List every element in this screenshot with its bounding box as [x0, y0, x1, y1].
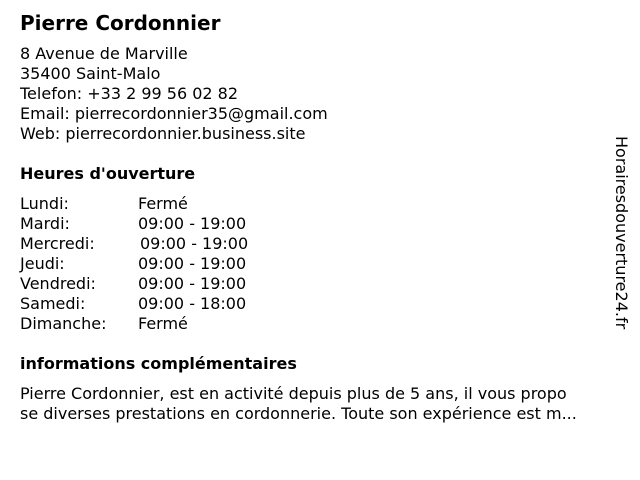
- info-title: informations complémentaires: [20, 354, 297, 373]
- contact-block: [20, 44, 328, 144]
- hours-row-mercredi: [20, 234, 300, 254]
- email-line: Email: pierrecordonnier35@gmail.com: [20, 104, 328, 123]
- address-line-2: 35400 Saint-Malo: [20, 64, 161, 83]
- day-hours: 09:00 - 18:00: [138, 294, 247, 313]
- hours-row-dimanche: [20, 314, 300, 334]
- info-line-1: Pierre Cordonnier, est en activité depuis plus de 5 ans, il vous propo: [20, 384, 567, 403]
- hours-row-samedi: [20, 294, 300, 314]
- day-hours: 09:00 - 19:00: [140, 234, 249, 253]
- phone-line: Telefon: +33 2 99 56 02 82: [20, 84, 239, 103]
- hours-row-jeudi: [20, 254, 300, 274]
- hours-row-vendredi: [20, 274, 300, 294]
- day-hours: Fermé: [138, 314, 188, 333]
- address-line-1: 8 Avenue de Marville: [20, 44, 188, 63]
- info-description: [20, 384, 628, 424]
- day-label: Vendredi:: [20, 274, 96, 293]
- business-name: Pierre Cordonnier: [20, 11, 221, 35]
- day-label: Mardi:: [20, 214, 70, 233]
- day-hours: 09:00 - 19:00: [138, 274, 247, 293]
- hours-row-lundi: [20, 194, 300, 214]
- site-watermark: Horairesdouverture24.fr: [612, 136, 631, 330]
- day-label: Jeudi:: [20, 254, 65, 273]
- day-hours: 09:00 - 19:00: [138, 254, 247, 273]
- info-line-2: se diverses prestations en cordonnerie. Toute son expérience est m...: [20, 404, 577, 423]
- hours-table: [20, 194, 300, 334]
- hours-title: Heures d'ouverture: [20, 164, 196, 183]
- web-line: Web: pierrecordonnier.business.site: [20, 124, 306, 143]
- day-label: Mercredi:: [20, 234, 95, 253]
- day-label: Samedi:: [20, 294, 86, 313]
- day-hours: Fermé: [138, 194, 188, 213]
- day-label: Lundi:: [20, 194, 69, 213]
- day-hours: 09:00 - 19:00: [138, 214, 247, 233]
- hours-row-mardi: [20, 214, 300, 234]
- day-label: Dimanche:: [20, 314, 107, 333]
